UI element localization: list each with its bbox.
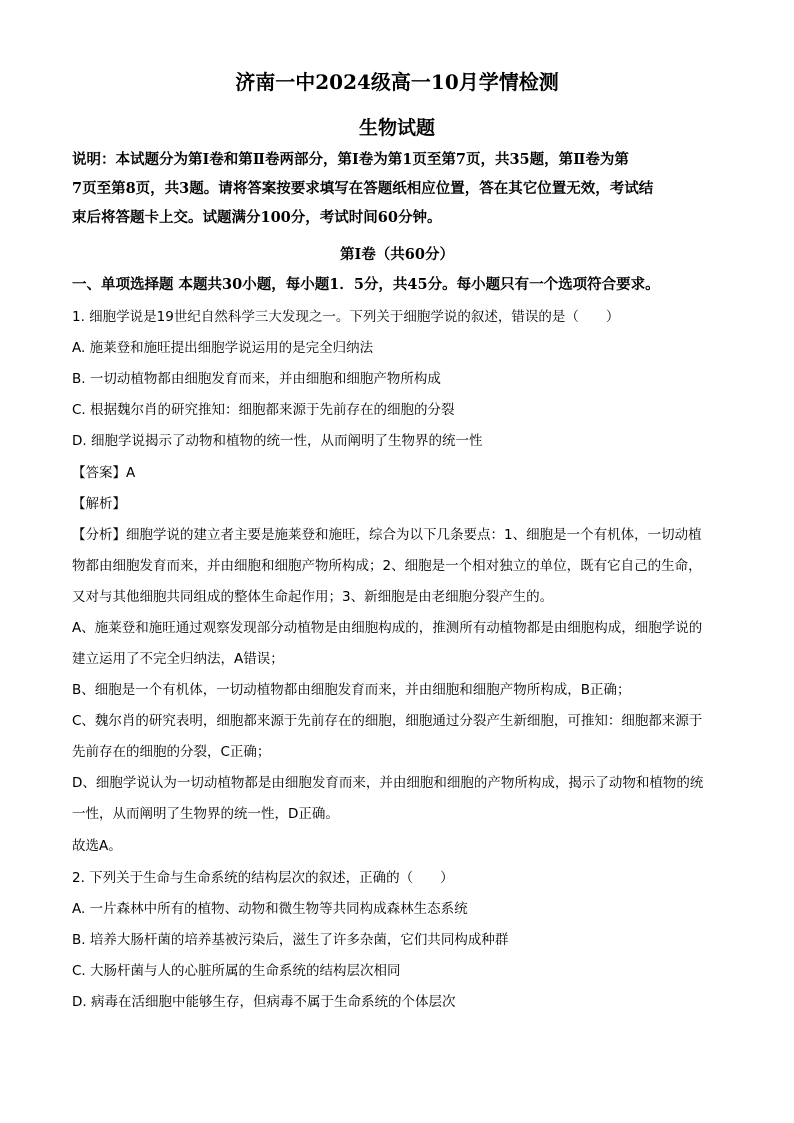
analysis-line: 物都由细胞发育而来，并由细胞和细胞产物所构成；2、细胞是一个相对独立的单位，既有它自己的生命， [72, 558, 702, 574]
q2-option-c: C. 大肠杆菌与人的心脏所属的生命系统的结构层次相同 [72, 963, 401, 979]
analysis-line: D、细胞学说认为一切动植物都是由细胞发育而来，并由细胞和细胞的产物所构成，揭示了动物和植物的统 [72, 775, 704, 791]
q1-answer: 【答案】A [72, 465, 136, 481]
section-title: 第Ⅰ卷（共60分） [340, 246, 454, 263]
question-2-stem: 2. 下列关于生命与生命系统的结构层次的叙述，正确的（ ） [72, 870, 454, 886]
q1-option-b: B. 一切动植物都由细胞发育而来，并由细胞和细胞产物所构成 [72, 371, 441, 387]
analysis-line: 一性，从而阐明了生物界的统一性，D正确。 [72, 806, 339, 822]
analysis-line: B、细胞是一个有机体，一切动植物都由细胞发育而来，并由细胞和细胞产物所构成，B正确； [72, 682, 631, 698]
analysis-line: 先前存在的细胞的分裂，C正确； [72, 744, 271, 760]
analysis-line: 建立运用了不完全归纳法，A错误； [72, 651, 284, 667]
analysis-line: A、施莱登和施旺通过观察发现部分动植物是由细胞构成的，推测所有动植物都是由细胞构成，细胞学说的 [72, 620, 703, 636]
q2-option-d: D. 病毒在活细胞中能够生存，但病毒不属于生命系统的个体层次 [72, 994, 456, 1010]
instruction-line: 束后将答题卡上交。试题满分100分，考试时间60分钟。 [72, 209, 442, 226]
analysis-line: C、魏尔肖的研究表明，细胞都来源于先前存在的细胞，细胞通过分裂产生新细胞，可推知：细胞都来源于 [72, 713, 703, 729]
q1-option-d: D. 细胞学说揭示了动物和植物的统一性，从而阐明了生物界的统一性 [72, 433, 483, 449]
subject-title: 生物试题 [358, 117, 435, 139]
question-1-stem: 1. 细胞学说是19世纪自然科学三大发现之一。下列关于细胞学说的叙述，错误的是（ ） [72, 309, 620, 325]
q1-analysis-label: 【解析】 [72, 496, 126, 512]
q1-option-c: C. 根据魏尔肖的研究推知：细胞都来源于先前存在的细胞的分裂 [72, 402, 455, 418]
exam-title: 济南一中2024级高一10月学情检测 [235, 70, 559, 94]
q2-option-a: A. 一片森林中所有的植物、动物和微生物等共同构成森林生态系统 [72, 901, 468, 917]
instructions [72, 145, 732, 232]
analysis-line: 故选A。 [72, 838, 122, 854]
instruction-line: 说明：本试题分为第Ⅰ卷和第Ⅱ卷两部分，第Ⅰ卷为第1页至第7页，共35题，第Ⅱ卷为第 [72, 151, 629, 168]
instruction-line: 7页至第8页，共3题。请将答案按要求填写在答题纸相应位置，答在其它位置无效，考试结 [72, 180, 654, 197]
analysis-line: 【分析】细胞学说的建立者主要是施莱登和施旺，综合为以下几条要点：1、细胞是一个有机体，一切动植 [72, 527, 702, 543]
q2-option-b: B. 培养大肠杆菌的培养基被污染后，滋生了许多杂菌，它们共同构成种群 [72, 932, 509, 948]
analysis-line: 又对与其他细胞共同组成的整体生命起作用；3、新细胞是由老细胞分裂产生的。 [72, 589, 554, 605]
q1-option-a: A. 施莱登和施旺提出细胞学说运用的是完全归纳法 [72, 340, 374, 356]
section-heading: 一、单项选择题 本题共30小题，每小题1．5分，共45分。每小题只有一个选项符合要求。 [72, 276, 660, 293]
